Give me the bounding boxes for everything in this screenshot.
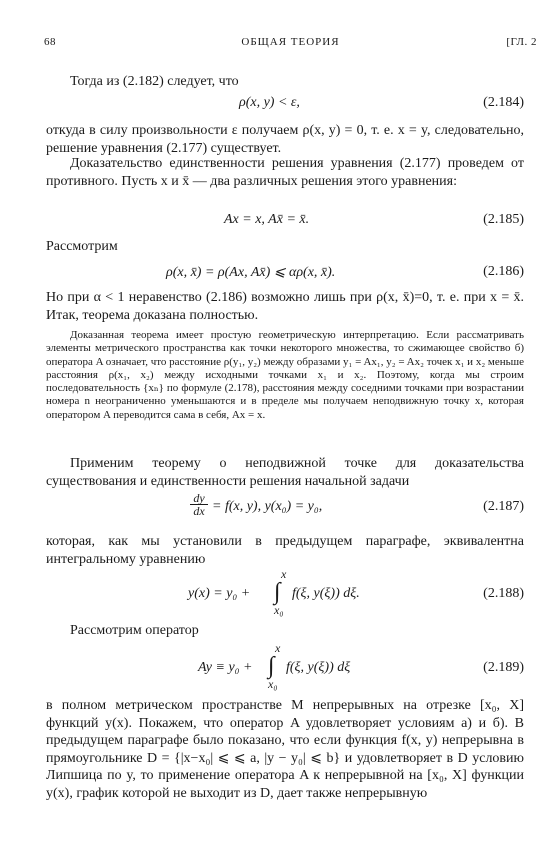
equation-2-189	[46, 642, 524, 690]
integral-lower-limit: x₀	[274, 603, 284, 617]
integral-upper-limit: x	[281, 567, 287, 581]
paragraph: Но при α < 1 неравенство (2.186) возможно лишь при ρ(x, x̄)=0, т. е. при x = x̄. Итак, теорема доказана полностью.	[46, 290, 524, 323]
fraction-numerator: dy	[190, 492, 208, 505]
equation-number: (2.186)	[483, 264, 524, 279]
fraction-denominator: dx	[193, 504, 205, 518]
equation-number: (2.185)	[483, 212, 524, 227]
page-number: 68	[44, 36, 56, 48]
equation-integrand: f(ξ, y(ξ)) dξ	[286, 660, 351, 675]
paragraph: в полном метрическом пространстве M непрерывных на отрезке [x₀, X] функций y(x). Покажем, что оператор A удовлетворяет условиям а) и б). В предыдущем параграфе было показано, что если функция f(x, y) непрерывна в прямоугольнике D = {|x−x₀| ⩽ ⩽ a, |y − y₀| ⩽ b} и удовлетворяет в D условию Липшица по y, то применение оператора A к непрерывной на [x₀, X] функции y(x), график которой не выходит из D, дает также непрерывную	[46, 698, 524, 801]
fraction	[190, 492, 208, 517]
equation-2-187	[46, 492, 524, 524]
equation-2-185	[46, 212, 524, 232]
small-print-note: Доказанная теорема имеет простую геометрическую интерпретацию. Если рассматривать элементы метрического пространства как точки некоторого множества, то сжимающее свойство б) оператора A означает, что расстояние ρ(y₁, y₂) между образами y₁ = Ax₁, y₂ = Ax₂ точек x₁ и x₂ меньше расстояния ρ(x₁, x₂) между исходными точками x₁ и x₂. Поэтому, когда мы строим последовательность {xₙ} по формуле (2.178), расстояния между соседними точками при возрастании номера n неограниченно уменьшаются и в пределе мы получаем неподвижную точку x, которая оператором A переводится сама в себя, Ax = x.	[46, 329, 525, 421]
equation-2-188	[46, 568, 524, 616]
equation-integrand: f(ξ, y(ξ)) dξ.	[292, 586, 360, 601]
paragraph: Доказательство единственности решения уравнения (2.177) проведем от противного. Пусть x и x̄ — два различных решения этого уравнения:	[46, 156, 524, 189]
equation-number: (2.189)	[483, 660, 524, 675]
running-title: ОБЩАЯ ТЕОРИЯ	[241, 36, 340, 48]
integral-upper-limit: x	[275, 641, 281, 655]
paragraph: Рассмотрим оператор	[70, 623, 199, 638]
paragraph: откуда в силу произвольности ε получаем ρ(x, y) = 0, т. е. x = y, следовательно, решение уравнения (2.177) существует.	[46, 123, 524, 156]
integral-symbol: ∫	[274, 579, 281, 605]
integral-lower-limit: x₀	[268, 677, 278, 691]
equation-body: Ax = x, Ax̄ = x̄.	[224, 212, 310, 227]
chapter-label: [ГЛ. 2	[506, 36, 537, 48]
equation-lhs: Ay ≡ y₀ +	[198, 660, 253, 675]
equation-number: (2.188)	[483, 586, 524, 601]
paragraph: которая, как мы установили в предыдущем параграфе, эквивалентна интегральному уравнению	[46, 534, 524, 567]
integral-symbol: ∫	[268, 653, 275, 679]
equation-body: ρ(x, y) < ε,	[239, 95, 300, 110]
equation-lhs: y(x) = y₀ +	[188, 586, 251, 601]
equation-body: = f(x, y), y(x₀) = y₀,	[212, 499, 323, 514]
paragraph: Применим теорему о неподвижной точке для доказательства существования и единственности решения начальной задачи	[46, 456, 524, 489]
paragraph: Тогда из (2.182) следует, что	[70, 74, 239, 89]
paragraph: Рассмотрим	[46, 239, 118, 254]
page-header	[44, 36, 537, 52]
equation-number: (2.184)	[483, 95, 524, 110]
equation-body: ρ(x, x̄) = ρ(Ax, Ax̄) ⩽ αρ(x, x̄).	[166, 265, 336, 280]
equation-2-184	[46, 95, 524, 115]
equation-number: (2.187)	[483, 499, 524, 514]
integral-sign	[274, 568, 286, 616]
equation-2-186	[46, 264, 524, 284]
integral-sign	[268, 642, 280, 690]
